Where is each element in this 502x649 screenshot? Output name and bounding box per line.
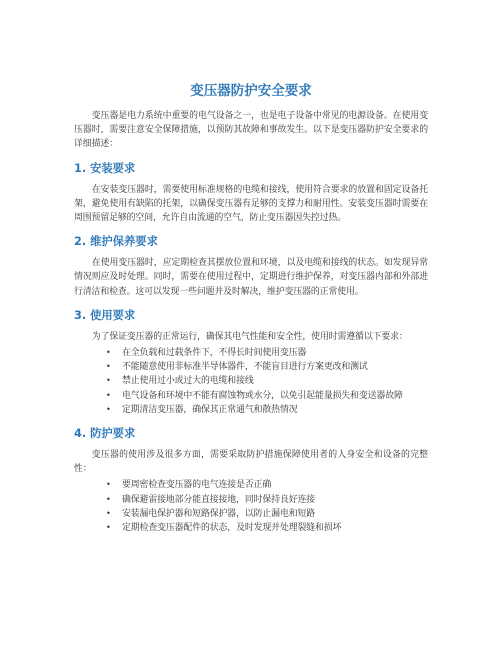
- list-item-text: 禁止使用过小或过大的电缆和接线: [122, 376, 254, 387]
- protection-list: [74, 478, 428, 535]
- list-item-text: 定期清洁变压器，确保其正常通气和散热情况: [122, 404, 298, 415]
- bullet-icon: •: [106, 376, 111, 386]
- list-item: [74, 360, 428, 374]
- section-heading-usage: 3. 使用要求: [74, 308, 136, 322]
- list-item: [74, 374, 428, 388]
- bullet-icon: •: [106, 362, 111, 372]
- usage-list: [74, 346, 428, 417]
- intro-paragraph: 变压器是电力系统中重要的电气设备之一，也是电子设备中常见的电源设备。在使用变压器时，需要注意安全保障措施，以预防其故障和事故发生。以下是变压器防护安全要求的详细描述：: [74, 111, 428, 150]
- list-item-text: 电气设备和环境中不能有腐蚀物或水分，以免引起能量损失和变送器故障: [122, 390, 403, 401]
- list-item-text: 在全负载和过载条件下，不得长时间使用变压器: [122, 348, 307, 359]
- list-item: [74, 507, 428, 521]
- document-title: 变压器防护安全要求: [190, 83, 312, 99]
- section-heading-install: 1. 安装要求: [74, 161, 136, 175]
- section-heading-maintenance: 2. 维护保养要求: [74, 235, 158, 249]
- section-body-install: 在安装变压器时，需要使用标准规格的电缆和接线，使用符合要求的放置和固定设备托架，避免使用有缺陷的托架，以确保变压器有足够的支撑力和耐用性。安装变压器时需要在周围预留足够的空间，允许自由流通的空气，防止变压器因失控过热。: [74, 184, 428, 224]
- list-item: [74, 389, 428, 403]
- section-heading-protection: 4. 防护要求: [74, 427, 136, 441]
- list-item-text: 要周密检查变压器的电气连接是否正确: [122, 480, 272, 491]
- section-body-usage: 为了保证变压器的正常运行，确保其电气性能和安全性，使用时需遵循以下要求：: [91, 331, 408, 342]
- bullet-icon: •: [106, 390, 111, 400]
- list-item-text: 确保避雷接地部分能直接接地，同时保持良好连接: [122, 494, 316, 505]
- list-item-text: 安装漏电保护器和短路保护器，以防止漏电和短路: [122, 508, 316, 519]
- bullet-icon: •: [106, 494, 111, 504]
- bullet-icon: •: [106, 480, 111, 490]
- list-item: [74, 478, 428, 492]
- list-item-text: 定期检查变压器配件的状态，及时发现并处理裂缝和损坏: [122, 523, 342, 534]
- list-item: [74, 521, 428, 535]
- list-item-text: 不能随意使用非标准半导体器件，不能盲目进行方案更改和测试: [122, 362, 368, 373]
- bullet-icon: •: [106, 508, 111, 518]
- section-body-protection: 变压器的使用涉及很多方面，需要采取防护措施保障使用者的人身安全和设备的完整性：: [74, 450, 428, 475]
- list-item: [74, 403, 428, 417]
- section-body-maintenance: 在使用变压器时，应定期检查其摆放位置和环境，以及电缆和接线的状态。如发现异常情况则应及时处理。同时，需要在使用过程中，定期进行维护保养，对变压器内部和外部进行清洁和检查。这可以发现一些问题并及时解决，维护变压器的正常使用。: [74, 258, 428, 297]
- bullet-icon: •: [106, 523, 111, 533]
- bullet-icon: •: [106, 348, 111, 358]
- list-item: [74, 346, 428, 360]
- bullet-icon: •: [106, 404, 111, 414]
- list-item: [74, 493, 428, 507]
